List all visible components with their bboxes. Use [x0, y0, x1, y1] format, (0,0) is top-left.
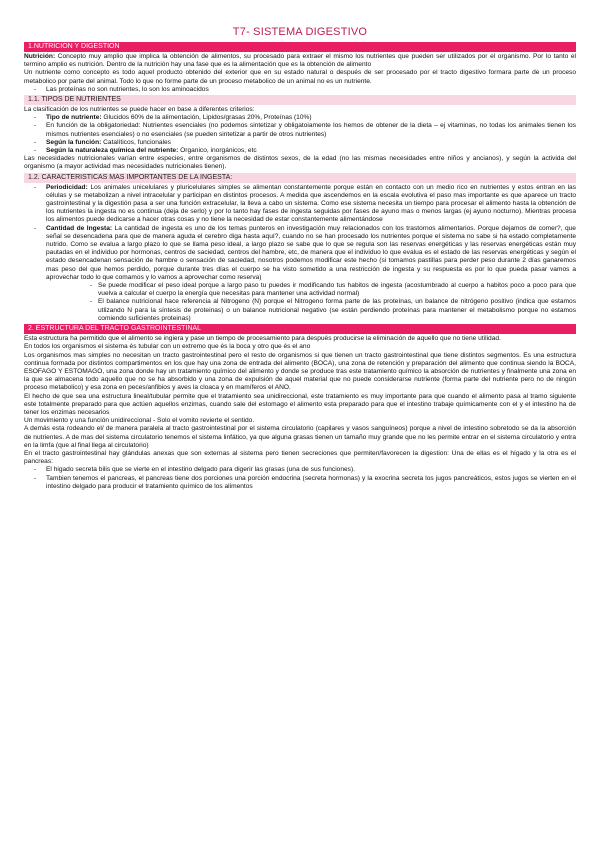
- list-item: - Según la función: Catalíticos, funcionales: [33, 138, 171, 146]
- tipos-outro: Las necesidades nutricionales varían entre especies, entre organismos de distintos sexos, de la edad (no las mismas necesidades entre niños y ancianos), y según la activida del organismo (a mayor actividad mas necesidades nutricionales tienen).: [24, 155, 576, 171]
- section-heading-estructura: 2. ESTRUCTURA DEL TRACTO GASTROINTESTINAL: [24, 324, 576, 334]
- section-heading-ingesta: 1.2. CARACTERISTICAS MAS IMPORTANTES DE LA INGESTA:: [24, 173, 576, 183]
- section-heading-tipos: 1.1. TIPOS DE NUTRIENTES: [24, 95, 576, 105]
- estructura-paragraph: En todos los organismos el sistema és tubular con un extremo que és la boca y otro que és el ano: [24, 343, 311, 351]
- list-item: - En función de la obligatoriedad: Nutrientes esenciales (no podemos sintetizar y obligatoiamente los hemos de obtener de la dieta – ej vitaminas, no todas los animales tienen los mismos nutrientes esenciales) o no esenciales (se pueden sintetizar a partir de otros nutrientes): [33, 122, 576, 138]
- sub-list-item: - El balance nutricional hace referencia al Nitrogeno (N) porque el Nitrogeno forma parte de las proteínas, un balance de nitrógeno positivo (indica que estamos utlizando N para la síntesis de proteinas) o un balance nutricional negativo (se están perdiendo proteínas para mantener el metabolismo porque no estamos comiendo suficientes proteinas): [89, 298, 576, 322]
- estructura-paragraph: Esta estructura ha permitido que el alimento se ingiera y pase un tiempo de procesamiento para después producirse la eliminación de aquello que no tiene utilidad.: [24, 335, 501, 343]
- list-item: - Cantidad de Ingesta: La cantidad de ingesta es uno de los temas punteros en investigación muy relacionados con los trastornos alimentarios. Porque dejamos de comer?, que señal se desencadena para que de manera aguda el cerebro diga hasta aquí?, cuando no se han procesado los nutrientes porque el sistema no sabe si ha estado completamente nutrido. Como se evalua a largo plazo lo que se llama peso ideal, a largo plazo se sabe que lo que se regula son las reservas energéticas y las reservas energéticas están muy pautadas en el individuo por hormonas, centros de saciedad, centros del hambre, etc, de manera que el individuo lo que evalua es el estado de las reservas energéticas y según el estado desencadenan sensación de hambre o sensación de saciedad, nosotros podemos modificar este hecho (si tomamos pastillas para perder peso durante 2 días ganaremos mas peso del que hemos perdido, porque durante tres días el cuerpo se ha visto sometido a una restricción de ingesta y su respuesta es por lo que pueda pasar vamos a aprovechar todo lo que comamos y lo vamos a aprovechar como reserva): [33, 224, 576, 281]
- nutriente-paragraph: Un nutriente como concepto es todo aquel producto obtenido del exterior que en su estado natural o después de ser procesado por el tracto digestivo formara parte de un proceso metabolico por parte del animal. Todo lo que no forme parte de un proceso metabolico de un animal no es un nutriente.: [24, 69, 576, 85]
- estructura-paragraph: Un movimiento y una función unidireccional - Solo el vomito revierte el sentido.: [24, 417, 255, 425]
- section-heading-nutricion: 1.NUTRICIÓN Y DIGESTION: [24, 42, 576, 52]
- estructura-paragraph: Los organismos mas simples no necesitan un tracto gastrointestinal pero el resto de organismos si que tienen un tracto gastrointestinal que tiene distintos segmentos. Es una estructura continua formada por distintos compartimentos en los que hay una zona de entrada del alimento (BOCA), una zona de retención y preparación del alimento que continua siendo la BOCA, ESOFAGO Y ESTOMAGO, una zona donde hay un tratamiento químico del alimento y donde se produce tras este tratamiento químico la absorción de nutrientes y finalmente una zona en la que se almacena todo aquello que no se ha absorbido y una zona de expulsión de aquel material que no puede considerarse nutriente (forma parte del nutriente pero no de ningún proceso metabolico) y esa zona en peces/anfibios y aves la cloaca y en mamíferos el ANO.: [24, 351, 576, 392]
- nutricion-text: Concepto muy amplio que implica la obtención de alimentos, su procesado para extraer el mismo los nutrientes que pueden ser utilizados por el organismo. Por lo tanto el termino amplio es nutrición. Dentro de la nutrición hay una fase que es la alimentación que es la obtención de alimento: [24, 53, 576, 69]
- list-item: - Las proteínas no son nutrientes, lo son los aminoacidos: [33, 85, 209, 93]
- sub-list-item: - Se puede modificar el peso ideal porque a largo paso tu puedes ir modificando tus habitos de ingesta (acostumbrado al cuerpo a habitos poco a poco para que vuelva a calcular el cuerpo la energía que necesitas para mantener una actividad normal): [89, 282, 576, 298]
- list-item: - Periodicidad: Los animales unicelulares y pluricelulares simples se alimentan constantemente porque están en contacto con un medio rico en nutrientes y estos entran en las células y se metabolizan a nivel intracelular y participan en distintos procesos. A medida que ascendemos en la escala evolutiva el paso mas importante es que aparece un tracto gastrointestinal y la digestión pasa a ser una función extracelular, la lleva a cabo un sistema. Como ese sistema necesita un tiempo para procesar el alimento hasta la obtención de los nutrientes la ingesta no es continua (deja de serlo) y por lo tanto hay fases de ingesta seguidas por fases de ayuno mas o menos largas (ej ayuno nocturno). Mientras procesa los alimentos puede dedicarse a hacer otras cosas y no tiene la necesidad de estar constantemente alimentándose: [33, 183, 576, 224]
- nutricion-label: Nutrición:: [24, 53, 56, 60]
- estructura-paragraph: En el tracto gastrointestinal hay glándulas anexas que son externas al sistema pero tienen secreciones que permiten/favorecen la digestion: Una de ellas es el hígado y la otra es el pancreas:: [24, 449, 576, 466]
- nutricion-paragraph: [24, 53, 576, 69]
- document-page: [24, 26, 576, 491]
- list-item: - Tambien tenemos el pancreas, el pancreas tiene dos porciones una porción endocrina (secreta hormonas) y la exocrina secreta los jugos pancreáticos, estos jugos se vierten en el intestino delgado para producir el tratamiento químico de los alimentos: [33, 474, 576, 490]
- list-item: - El higado secreta bilis que se vierte en el intestino delgado para digerir las grasas (una de sus funciones).: [33, 466, 355, 474]
- estructura-paragraph: A demás esta rodeando el/ de manera paralela al tracto gastrointestinal por el sistema circulatorio (capilares y vasos sanguíneos) porque a nivel de intestino sobretodo se da la absorción de nutrientes. A de mas del sistema circulatorio tenemos el sistema linfático, ya que alguna grasas tienen un tamaño muy grande que no les permite entrar en el sistema circulatorio y entra en la limfa (que al final llega al circulatorio): [24, 425, 576, 449]
- list-item: - Tipo de nutriente: Glucidos 60% de la alimentación, Lipidos/grasas 20%, Proteínas (10%): [33, 114, 312, 122]
- page-title: T7- SISTEMA DIGESTIVO: [232, 26, 368, 38]
- list-item: - Según la naturaleza química del nutriente: Organico, inorgánicos, etc: [33, 147, 257, 155]
- estructura-paragraph: El hecho de que sea una estructura lineal/tubular permite que el tratamiento sea unidireccional, este tratamiento es muy importante para que cuando el alimento pasa al tramo siguiente este totalmente preparado para que actúen aquellos enzimas, cuando sale del estomago el alimento esta preparado para que el intestino trabaje químicamente con el y el intestino ha de tener los enzimas necesarios: [24, 392, 576, 416]
- tipos-intro: La clasificación de los nutrientes se puede hacer en base a diferentes criterios:: [24, 106, 255, 114]
